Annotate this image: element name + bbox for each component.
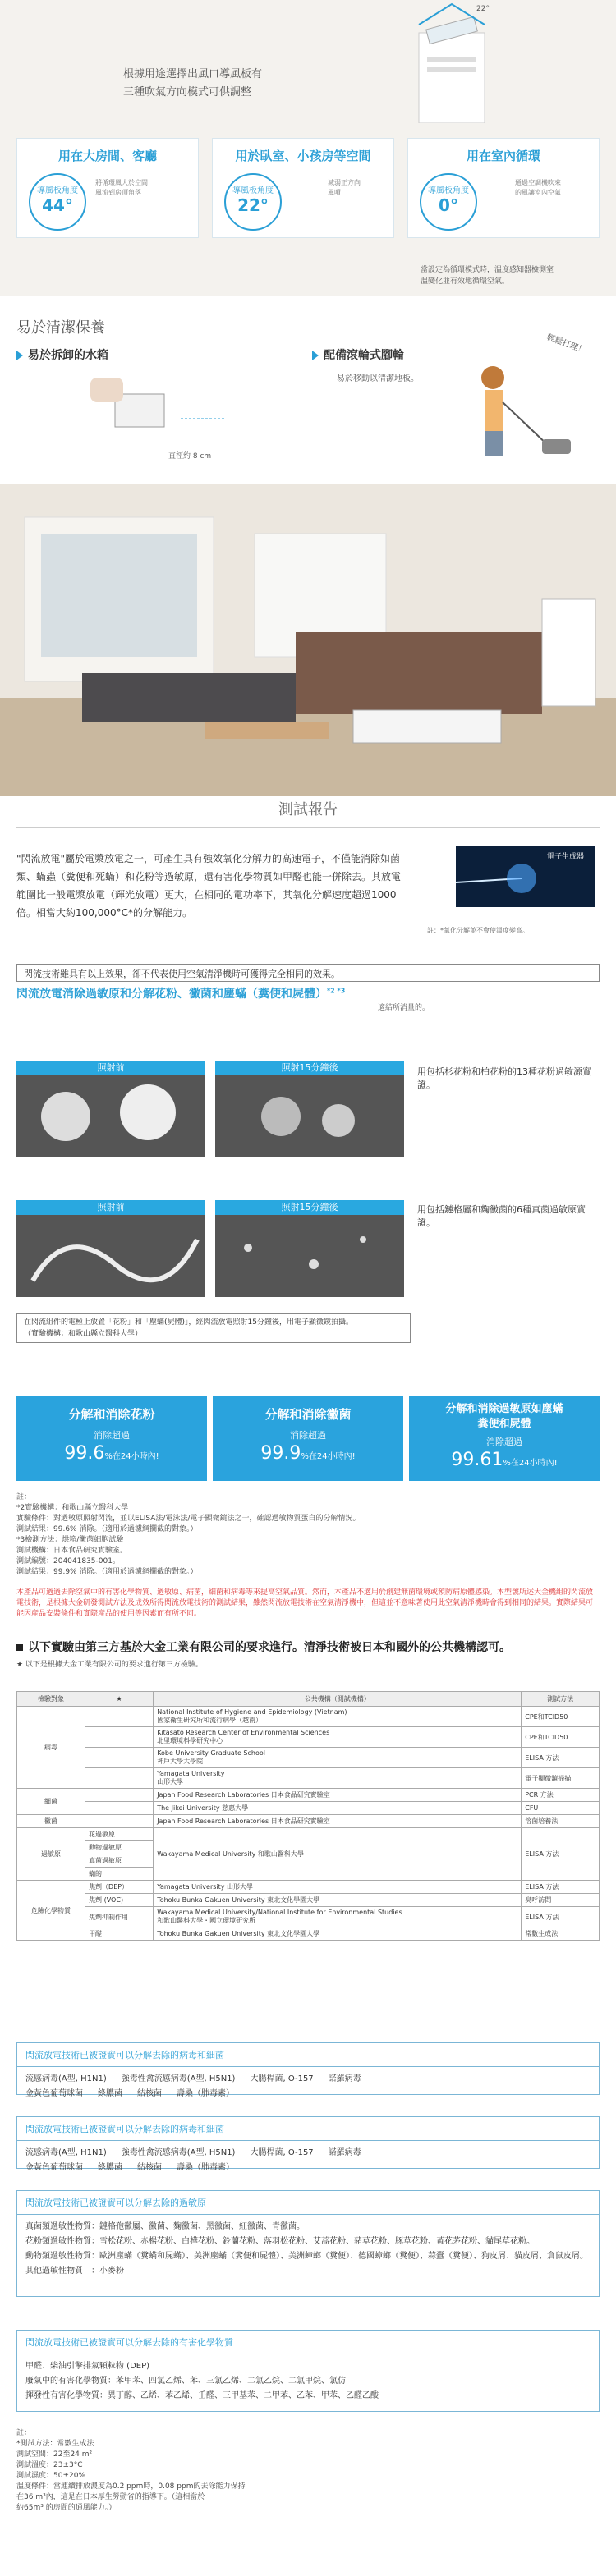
list-item: 諾羅病毒 [328,2148,361,2157]
blue-title [16,985,345,1002]
result-value [213,1443,403,1464]
report-title: 測試報告 [278,801,338,818]
test-note-line: 溫度條件：當連續排放濃度為0.2 ppm時，0.08 ppm的去除能力保持 [16,2482,246,2491]
list-item: 壽桑（肺毒素） [177,2163,234,2172]
casters-desc: 易於移動以清潔地板。 [337,374,419,383]
living-room-image [0,484,616,796]
list-item: 花粉類過敏性物質：雪松花粉、赤楊花粉、白樺花粉、鈴蘭花粉、落羽松花粉、艾蒿花粉、豬草花粉、豚草花粉、黃花茅花粉、貓尾草花粉。 [25,2237,535,2246]
table-cell: Japan Food Research Laboratories 日本食品研究實驗室 [154,1815,522,1828]
red-disclaimer: 本產品可過過去除空氣中的有害化學物質、過敏原、病菌，細菌和病毒等來提高空氣品質。然而，本產品不適用於創建無菌環境或預防病原體感染。本型號所述大金機組的閃流放電技術，是根據大金研發測試方法及成效所得閃流放電技術的測試結果，雖然閃流放電技術在空氣清淨機中，但這並不意味著使用此空氣清淨機時會得到相同的結果。實際結果可能因產品安裝條件和實際產品的使用等因素而有所不同。 [16,1588,594,1618]
result-mite [409,1396,600,1481]
purifier-top-image [402,0,493,123]
list-item: 流感病毒(A型, H1N1) [25,2074,107,2083]
list-items [17,2067,599,2106]
table-cell: CPE和TCID50 [522,1727,600,1748]
mold-desc: 用包括鏈格屬和麴黴菌的6種真菌過敏原實證。 [417,1204,586,1228]
triangle-icon [312,351,319,360]
table-cell: 蟎的 [85,1868,154,1881]
table-row [17,1927,600,1941]
list-item: 金黃色葡萄球菌 [25,2089,83,2098]
angle-value: 22° [237,195,269,215]
table-cell: 真菌過敏原 [85,1854,154,1868]
lab-box [16,1313,411,1343]
list-item: 壽桑（肺毒素） [177,2089,234,2098]
blue-title-text: 閃流放電消除過敏原和分解花粉、黴菌和塵蟎（糞便和屍體） [16,988,327,1001]
result-sub: 消除超過 [94,1430,130,1441]
note-line: 註： [16,1493,32,1501]
table-row [17,1815,600,1828]
result-value [16,1443,207,1464]
table-cell: 電子顯微鏡掃描 [522,1768,600,1789]
triangle-icon [16,351,23,360]
table-cell: PCR 方法 [522,1789,600,1802]
note-line: *2實驗機構：和歌山縣立醫科大學 [16,1504,129,1512]
list-item: 揮發性有害化學物質：異丁醇、乙烯、苯乙烯、壬醛、三甲基苯、二甲苯、乙苯、甲苯、乙醛乙酸 [25,2391,379,2400]
result-number: 99.61 [451,1450,503,1470]
list-item: 綠膿菌 [98,2163,122,2172]
list-item: 綠膿菌 [98,2089,122,2098]
table-cell: The Jikei University 慈惠大學 [154,1802,522,1815]
note-line: *3檢測方法：烘箱/黴菌細胞試驗 [16,1536,124,1544]
fan-angle-label: 22° [476,5,490,13]
before-label: 照射前 [16,1200,205,1215]
table-row [17,1789,600,1802]
list-head: 閃流放電技術已被證實可以分解去除的有害化學物質 [17,2331,599,2354]
table-cell: CFU [522,1802,600,1815]
result-unit: %在24小時內! [301,1452,356,1461]
mode-title: 用在大房間、客廳 [57,149,157,163]
test-note-line: 註： [16,2429,32,2437]
table-cell: Wakayama Medical University/National Institute for Environmental Studies 和歌山醫科大學・國立環境研究所 [154,1907,522,1927]
care-section [0,304,616,468]
table-cell: 常數生成法 [522,1927,600,1941]
table-cell: Wakayama Medical University 和歌山醫科大學 [154,1828,522,1881]
list-item: 動物類過敏性物質：歐洲塵蟎（糞蟎和屍蟎）、美洲塵蟎（糞便和屍體）、美洲蟑螂（糞便）、德國蟑螂（糞便）、蒜蠹（糞便）、狗皮屑、貓皮屑、倉鼠皮屑。 [25,2252,588,2261]
note-line: 實驗條件：對過敏原照射閃流，並以ELISA法/電泳法/電子顯微鏡法之一，確認過敏物質蛋白的分解情況。 [16,1515,361,1523]
pollen-before-image [16,1061,205,1157]
mode-card-bedroom [212,138,394,238]
table-cell: Tohoku Bunka Gakuen University 東北文化學園大學 [154,1894,522,1907]
table-cell: 黴菌 [17,1815,85,1828]
table-cell: National Institute of Hygiene and Epidemiology (Vietnam) 國家衛生研究所和流行病學（越南） [154,1707,522,1727]
list-box-bacteria [16,2116,600,2172]
test-note-line: 在36 m³內，這是在日本厚生勞動省的指導下。（這相當於 [16,2493,205,2501]
table-cell: 過敏原 [17,1828,85,1881]
result-sub: 消除超過 [486,1437,522,1447]
note-line: 測試編號：204041835-001。 [16,1557,120,1565]
test-note-line: 測試濕度：50±20% [16,2472,85,2480]
table-cell: 溶菌培養法 [522,1815,600,1828]
table-cell: 危險化學物質 [17,1881,85,1941]
list-item: 甲醛、柴油引擎排氣顆粒物 (DEP) [25,2362,150,2371]
list-items [17,2141,599,2180]
electron-generator-label: 電子生成器 [546,853,584,861]
table-cell: 病毒 [17,1707,85,1789]
table-cell [85,1815,154,1828]
table-header: ★ [85,1692,154,1707]
table-header: 檢驗對象 [17,1692,85,1707]
mode-card-large-room [16,138,199,238]
list-item: 大腸桿菌, O-157 [250,2148,314,2157]
table-cell [85,1748,154,1768]
mode-desc: 減弱正方向 風噴 [328,179,361,196]
list-item: 強毒性禽流感病毒(A型, H5N1) [121,2074,236,2083]
table-cell: 甲醛 [85,1927,154,1941]
list-item: 大腸桿菌, O-157 [250,2074,314,2083]
angle-circle [29,173,86,231]
lab-line-1: 在閃流組件的電極上放置「花粉」和「塵蟎(屍體)」，經閃流放電照射15分鐘後，用電子顯微鏡拍攝。 [24,1318,353,1327]
after-label: 照射15分鐘後 [215,1061,404,1075]
sub-casters-label: 配備滾輪式腳輪 [324,349,404,362]
notes-block [16,1492,360,1578]
result-title: 分解和消除黴菌 [264,1407,352,1422]
care-title: 易於清潔保養 [16,319,105,337]
verify-sub: ★ 以下是根據大金工業有限公司的要求進行第三方檢驗。 [16,1661,203,1669]
list-box-allergens [16,2190,600,2297]
list-item: 真菌類過敏性物質：鏈格孢黴屬、黴菌、麴黴菌、黑黴菌、紅黴菌、青黴菌。 [25,2222,305,2231]
divider [16,827,600,828]
table-row [17,1881,600,1894]
intro-text [123,66,262,102]
table-row [17,1707,600,1727]
sub-water-tank [16,346,108,363]
result-number: 99.9 [260,1443,301,1464]
mold-after-image [215,1200,404,1297]
square-bullet-icon [16,1644,23,1651]
test-note-line: 測試溫度：23±3°C [16,2461,83,2469]
list-head: 閃流放電技術已被證實可以分解去除的病毒和細菌 [17,2117,599,2141]
list-item: 強毒性禽流感病毒(A型, H5N1) [121,2148,236,2157]
table-cell: 動物過敏原 [85,1841,154,1854]
table-cell: ELISA 方法 [522,1748,600,1768]
mold-before-image [16,1200,205,1297]
list-box-viruses [16,2042,600,2098]
table-cell: 細菌 [17,1789,85,1815]
table-row [17,1802,600,1815]
after-label: 照射15分鐘後 [215,1200,404,1215]
table-header: 測試方法 [522,1692,600,1707]
list-item: 流感病毒(A型, H1N1) [25,2148,107,2157]
note-line: 測試機構：日本食品研究實驗室。 [16,1547,128,1555]
test-note-line: 測試空間：22至24 m² [16,2450,93,2459]
table-cell [85,1707,154,1727]
angle-label: 導風板角度 [232,186,274,195]
angle-label: 導風板角度 [428,186,469,195]
intro-line-1: 根據用途選擇出風口導風板有 [123,68,263,80]
living-room-photo [0,484,616,796]
result-title: 分解和消除過敏原如塵蟎 糞便和屍體 [445,1403,563,1430]
speech-bubble: 輕鬆打理！ [545,332,587,356]
water-tank-image [82,369,230,451]
table-cell: Tohoku Bunka Gakuen University 東北文化學園大學 [154,1927,522,1941]
disclaimer-box: 閃流技術雖具有以上效果，卻不代表使用空氣清淨機時可獲得完全相同的效果。 [16,964,600,982]
pollen-after-image [215,1061,404,1157]
angle-label: 導風板角度 [37,186,78,195]
table-header-row [17,1692,600,1707]
table-row [17,1768,600,1789]
mode-desc: 通過空調機吹來 的風讓室內空氣 [515,179,561,196]
airflow-mode-section [0,0,616,296]
list-items [17,2354,599,2409]
image-note: 註：*氧化分解並不會使溫度變高。 [427,927,529,934]
lab-line-2: （實驗機構：和歌山縣立醫科大學） [24,1330,143,1338]
table-row [17,1727,600,1748]
angle-circle [224,173,282,231]
result-unit: %在24小時內! [503,1459,558,1468]
verification-table [16,1691,600,1941]
before-label: 照射前 [16,1061,205,1075]
table-row [17,1907,600,1927]
list-item: 諾羅病毒 [328,2074,361,2083]
table-cell: 焦劑（DEP） [85,1881,154,1894]
blue-subnote: 適結所消量的。 [378,1004,430,1012]
list-item: 金黃色葡萄球菌 [25,2163,83,2172]
test-note-line: *測試方法：常數生成法 [16,2440,94,2448]
list-box-chemicals [16,2330,600,2412]
report-paragraph: "閃流放電"屬於電漿放電之一，可產生具有強效氧化分解力的高速電子，不僅能消除如菌類、蟎蟲（糞便和死蟎）和花粉等過敏原，還有害化學物質如甲醛也能一併除去。其放電範圍比一般電漿放電（輝光放電）更大，在相同的電功率下，其氧化分解速度超過1000倍。相當大約100,000°C*的分解能力。 [16,853,402,919]
list-item: 其他過敏性物質 ：小麥粉 [25,2267,124,2276]
mode-desc: 將循環風大於空間 風流到房頂角落 [95,179,148,196]
test-note-line: 約65m³ 的房間的通風能力。） [16,2504,117,2512]
mode-title: 用在室內循環 [466,149,540,163]
pollen-desc: 用包括杉花粉和柏花粉的13種花粉過敏源實證。 [417,1066,591,1090]
angle-value: 44° [42,195,73,215]
result-number: 99.6 [64,1443,105,1464]
note-line: 測試結果：99.9% 消除。（適用於過濾網攔截的對象。） [16,1568,198,1576]
table-cell [85,1789,154,1802]
mode-note [421,264,554,287]
table-cell: Kitasato Research Center of Environmental Sciences 北里環境科學研究中心 [154,1727,522,1748]
mode-note-line-2: 溫變化並有效地循環空氣。 [421,277,510,286]
sub-water-tank-label: 易於拆卸的水箱 [28,349,108,362]
intro-line-2: 三種吹氣方向模式可供調整 [123,86,252,99]
result-pollen [16,1396,207,1481]
electron-generator-image [456,846,595,907]
table-cell: 焦劑抑制作用 [85,1907,154,1927]
table-header: 公共機構（測試機構） [154,1692,522,1707]
dimension-label: 直徑約 8 cm [168,452,212,461]
test-notes [16,2428,245,2514]
mode-note-line-1: 當設定為循環模式時，溫度感知器檢測室 [421,266,554,274]
result-sub: 消除超過 [290,1430,326,1441]
table-cell: Japan Food Research Laboratories 日本食品研究實驗室 [154,1789,522,1802]
table-cell [85,1768,154,1789]
table-cell [85,1727,154,1748]
cleaning-woman-image [460,353,600,460]
table-cell: Yamagata University 山形大學 [154,1768,522,1789]
result-mold [213,1396,403,1481]
table-cell: 臭呼訪問 [522,1894,600,1907]
blue-title-sup: *2 *3 [327,987,346,995]
table-cell [85,1802,154,1815]
result-unit: %在24小時內! [104,1452,159,1461]
list-items [17,2215,599,2284]
list-head: 閃流放電技術已被證實可以分解去除的過敏原 [17,2191,599,2215]
table-row [17,1828,600,1841]
verify-heading [16,1639,511,1655]
table-cell: ELISA 方法 [522,1881,600,1894]
table-row [17,1748,600,1768]
list-item: 結核菌 [137,2089,162,2098]
table-cell: Kobe University Graduate School 神戶大學大學院 [154,1748,522,1768]
table-cell: ELISA 方法 [522,1907,600,1927]
table-row [17,1894,600,1907]
table-cell: 焦劑 (VOC) [85,1894,154,1907]
table-cell: ELISA 方法 [522,1828,600,1881]
table-cell: CPE和TCID50 [522,1707,600,1727]
result-title: 分解和消除花粉 [68,1407,155,1422]
sub-casters [312,346,404,363]
angle-value: 0° [439,195,458,215]
result-value [409,1450,600,1470]
list-head: 閃流放電技術已被證實可以分解去除的病毒和細菌 [17,2043,599,2067]
list-item: 廢氣中的有害化學物質：苯甲苯、四氯乙烯、苯、三氯乙烯、二氯乙烷、二氯甲烷、氯仿 [25,2377,346,2386]
table-cell: Yamagata University 山形大學 [154,1881,522,1894]
list-item: 結核菌 [137,2163,162,2172]
mode-card-circulation [407,138,600,238]
verify-heading-text: 以下實驗由第三方基於大金工業有限公司的要求進行。清淨技術被日本和國外的公共機構認可。 [28,1641,511,1654]
mode-title: 用於臥室、小孩房等空間 [235,149,371,163]
angle-circle [420,173,477,231]
note-line: 測試結果：99.6% 消除。（適用於過濾網攔截的對象。） [16,1525,198,1533]
table-cell: 花過敏原 [85,1828,154,1841]
